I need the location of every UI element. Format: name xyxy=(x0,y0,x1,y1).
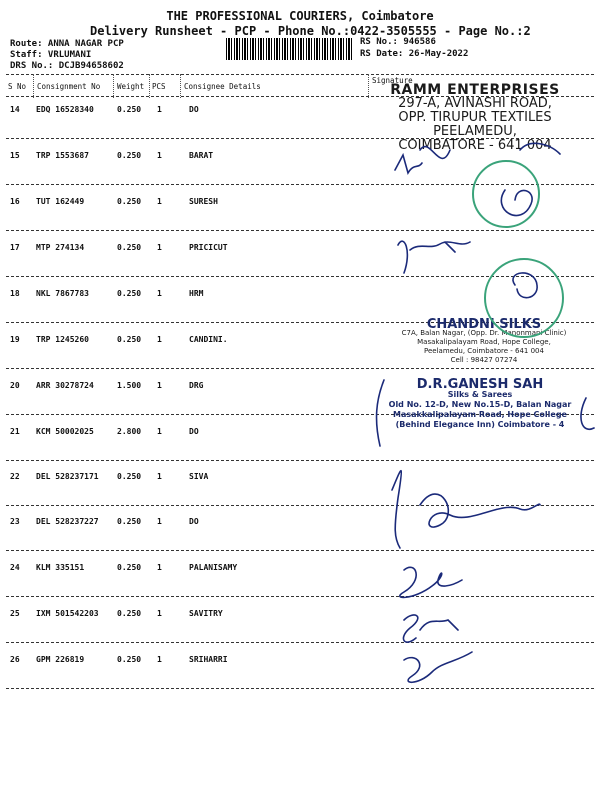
drs-label: DRS No.: DCJB94658602 xyxy=(10,61,124,71)
row-weight: 0.250 xyxy=(117,472,142,481)
row-weight: 0.250 xyxy=(117,609,142,618)
row-sno: 24 xyxy=(10,563,20,572)
row-pcs: 1 xyxy=(157,243,162,252)
signature-scribble xyxy=(400,567,462,597)
stamp-name: D.R.GANESH SAH xyxy=(416,377,544,392)
staff-label: Staff: VRLUMANI xyxy=(10,50,92,60)
stamp-line: Masakalipalayam Road, Hope College, xyxy=(417,338,551,346)
signature-scribble xyxy=(392,471,540,548)
stamp-line: Peelamedu, Coimbatore - 641 004 xyxy=(424,347,544,355)
row-pcs: 1 xyxy=(157,335,162,344)
row-sno: 14 xyxy=(10,105,20,114)
signature-scribble xyxy=(501,190,532,215)
row-consignment-no: KCM 50002025 xyxy=(36,427,94,436)
row-weight: 0.250 xyxy=(117,197,142,206)
row-weight: 0.250 xyxy=(117,151,142,160)
row-weight: 0.250 xyxy=(117,335,142,344)
row-pcs: 1 xyxy=(157,609,162,618)
row-sno: 16 xyxy=(10,197,20,206)
row-consignment-no: ARR 30278724 xyxy=(36,381,94,390)
row-weight: 2.800 xyxy=(117,427,142,436)
row-weight: 0.250 xyxy=(117,517,142,526)
row-consignee: BARAT xyxy=(189,151,214,160)
row-pcs: 1 xyxy=(157,381,162,390)
signature-scribble xyxy=(403,615,458,642)
stamp-line: Silks & Sarees xyxy=(447,390,513,399)
signature-scribble xyxy=(377,377,594,446)
signature-scribble xyxy=(404,652,472,682)
signature-scribble xyxy=(395,143,560,173)
col-header-weight: Weight xyxy=(117,82,145,91)
row-consignee: CANDINI. xyxy=(189,335,228,344)
signature-scribble xyxy=(398,241,470,273)
rs-no-label: RS No.: 946586 xyxy=(360,37,436,47)
row-sno: 20 xyxy=(10,381,20,390)
row-sno: 26 xyxy=(10,655,20,664)
page-subtitle: Delivery Runsheet - PCP - Phone No.:0422-3505555 - Page No.:2 xyxy=(90,24,531,38)
stamp-line: Cell : 98427 07274 xyxy=(450,356,518,364)
row-sno: 18 xyxy=(10,289,20,298)
row-consignee: DRG xyxy=(189,381,204,390)
col-header-consignment: Consignment No xyxy=(37,82,101,91)
stamp-line: (Behind Elegance Inn) Coimbatore - 4 xyxy=(395,420,565,429)
row-pcs: 1 xyxy=(157,105,162,114)
col-header-consignee: Consignee Details xyxy=(184,82,261,91)
row-pcs: 1 xyxy=(157,655,162,664)
row-consignment-no: IXM 501542203 xyxy=(36,609,99,618)
row-consignment-no: NKL 7867783 xyxy=(36,289,89,298)
row-consignee: SIVA xyxy=(189,472,209,481)
row-sno: 15 xyxy=(10,151,20,160)
row-weight: 0.250 xyxy=(117,655,142,664)
row-consignee: DO xyxy=(189,105,199,114)
row-consignment-no: KLM 335151 xyxy=(36,563,85,572)
row-consignee: DO xyxy=(189,427,199,436)
row-consignment-no: EDQ 16528340 xyxy=(36,105,94,114)
row-weight: 0.250 xyxy=(117,105,142,114)
stamp-line: Masakkalipalayam Road, Hope College xyxy=(393,410,567,419)
row-consignment-no: GPM 226819 xyxy=(36,655,85,664)
row-pcs: 1 xyxy=(157,197,162,206)
row-pcs: 1 xyxy=(157,563,162,572)
stamp-line: Old No. 12-D, New No.15-D, Balan Nagar xyxy=(388,400,572,409)
rs-date-label: RS Date: 26-May-2022 xyxy=(360,49,469,59)
row-weight: 0.250 xyxy=(117,243,142,252)
stamp-line: C7A, Balan Nagar, (Opp. Dr. Manonmani Clinic) xyxy=(401,329,567,337)
page-title: THE PROFESSIONAL COURIERS, Coimbatore xyxy=(166,9,434,23)
row-pcs: 1 xyxy=(157,472,162,481)
stamp-line: 297-A, AVINASHI ROAD, xyxy=(398,96,552,111)
row-pcs: 1 xyxy=(157,517,162,526)
stamp-name: RAMM ENTERPRISES xyxy=(390,82,560,98)
row-consignment-no: TUT 162449 xyxy=(36,197,85,206)
row-weight: 1.500 xyxy=(117,381,142,390)
row-sno: 25 xyxy=(10,609,20,618)
row-pcs: 1 xyxy=(157,151,162,160)
row-weight: 0.250 xyxy=(117,563,142,572)
row-sno: 23 xyxy=(10,517,20,526)
row-consignment-no: TRP 1245260 xyxy=(36,335,89,344)
col-header-pcs: PCS xyxy=(152,82,166,91)
row-consignment-no: DEL 528237171 xyxy=(36,472,99,481)
row-sno: 17 xyxy=(10,243,20,252)
col-header-signature: Signature xyxy=(372,76,413,85)
row-consignment-no: DEL 528237227 xyxy=(36,517,99,526)
row-sno: 21 xyxy=(10,427,20,436)
col-header-sno: S No xyxy=(8,82,27,91)
row-consignee: PRICICUT xyxy=(189,243,228,252)
row-weight: 0.250 xyxy=(117,289,142,298)
row-consignment-no: TRP 1553687 xyxy=(36,151,89,160)
signature-scribble xyxy=(513,273,537,298)
row-sno: 19 xyxy=(10,335,20,344)
stamp-line: COIMBATORE - 641 004 xyxy=(398,138,552,153)
row-consignment-no: MTP 274134 xyxy=(36,243,85,252)
row-pcs: 1 xyxy=(157,289,162,298)
stamp-line: OPP. TIRUPUR TEXTILES xyxy=(398,110,552,125)
stamp-name: CHANDNI SILKS xyxy=(426,317,542,332)
row-consignee: HRM xyxy=(189,289,204,298)
route-label: Route: ANNA NAGAR PCP xyxy=(10,39,124,49)
row-consignee: SURESH xyxy=(189,197,218,206)
row-consignee: SAVITRY xyxy=(189,609,223,618)
row-consignee: DO xyxy=(189,517,199,526)
stamp-line: PEELAMEDU, xyxy=(433,124,517,139)
row-consignee: PALANISAMY xyxy=(189,563,238,572)
row-pcs: 1 xyxy=(157,427,162,436)
row-consignee: SRIHARRI xyxy=(189,655,228,664)
row-sno: 22 xyxy=(10,472,20,481)
